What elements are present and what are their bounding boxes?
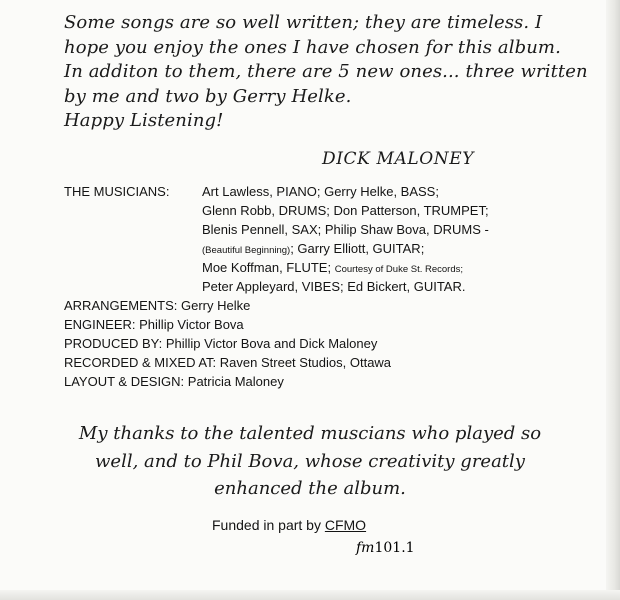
arrangements-credit: ARRANGEMENTS: Gerry Helke: [64, 298, 251, 313]
musicians-row: [64, 182, 604, 201]
musicians-row: [64, 239, 604, 258]
station-logo: [356, 540, 415, 556]
musician-line: Moe Koffman, FLUTE;: [202, 260, 335, 275]
design-credit: LAYOUT & DESIGN: Patricia Maloney: [64, 374, 284, 389]
station-frequency: 101.1: [374, 540, 415, 556]
musician-line: ; Garry Elliott, GUITAR;: [290, 241, 425, 256]
musician-line: Peter Appleyard, VIBES; Ed Bickert, GUITAR.: [202, 279, 466, 294]
credits-block: [64, 182, 604, 391]
intro-line: by me and two by Gerry Helke.: [64, 85, 352, 107]
intro-line: Happy Listening!: [64, 110, 224, 131]
thanks-line: My thanks to the talented muscians who played so: [78, 423, 542, 444]
musicians-label: THE MUSICIANS:: [64, 184, 170, 199]
courtesy-note: Courtesy of Duke St. Records;: [334, 264, 464, 275]
funding-credit: [212, 517, 366, 533]
signature: DICK MALONEY: [322, 149, 475, 169]
musician-line: Blenis Pennell, SAX; Philip Shaw Bova, DRUMS -: [202, 222, 489, 237]
thanks-message: [40, 420, 580, 503]
thanks-line: well, and to Phil Bova, whose creativity greatly: [95, 450, 525, 472]
page-edge-shadow: [606, 0, 620, 600]
intro-message: [64, 11, 588, 134]
musicians-row: [64, 258, 604, 277]
musician-line: Glenn Robb, DRUMS; Don Patterson, TRUMPET;: [202, 203, 489, 218]
engineer-credit: ENGINEER: Phillip Victor Bova: [64, 317, 244, 332]
funding-org: CFMO: [324, 517, 367, 533]
song-note: (Beautiful Beginning): [202, 245, 291, 256]
intro-line: hope you enjoy the ones I have chosen for this album.: [64, 36, 561, 58]
thanks-line: enhanced the album.: [214, 478, 406, 499]
page-edge-shadow: [0, 590, 620, 600]
producer-credit: PRODUCED BY: Phillip Victor Bova and Dick Maloney: [64, 336, 378, 351]
musician-line: Art Lawless, PIANO; Gerry Helke, BASS;: [202, 184, 439, 199]
intro-line: In additon to them, there are 5 new ones... three written: [64, 61, 588, 82]
station-prefix: fm: [356, 540, 375, 556]
recording-credit: RECORDED & MIXED AT: Raven Street Studios, Ottawa: [64, 355, 392, 370]
intro-line: Some songs are so well written; they are timeless. I: [64, 12, 543, 33]
funding-text: Funded in part by: [212, 517, 325, 533]
